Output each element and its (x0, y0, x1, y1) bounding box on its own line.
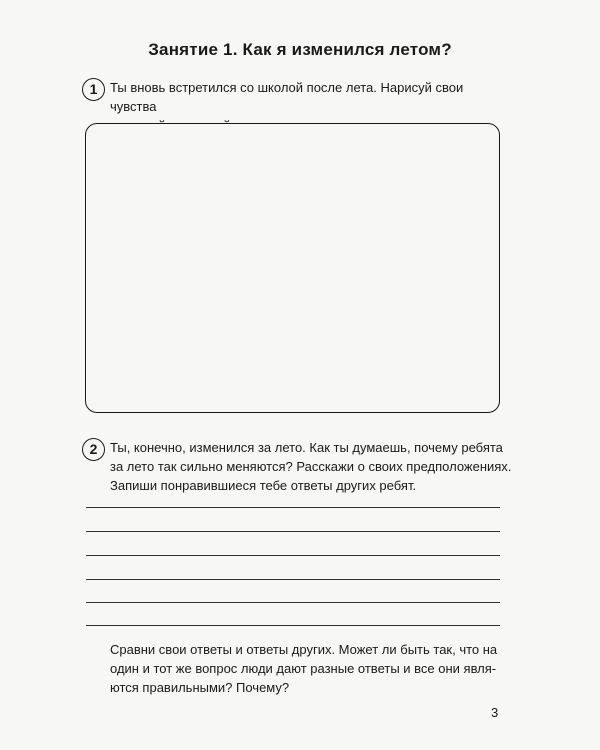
task-2 (82, 438, 512, 495)
answer-line[interactable] (86, 531, 500, 532)
answer-line[interactable] (86, 602, 500, 603)
answer-line[interactable] (86, 555, 500, 556)
answer-line[interactable] (86, 625, 500, 626)
page-number: 3 (491, 705, 499, 720)
page-title: Занятие 1. Как я изменился летом? (148, 40, 452, 59)
task-1-number-badge: 1 (82, 78, 105, 101)
task-2-number-badge: 2 (82, 438, 105, 461)
compare-question: Сравни свои ответы и ответы других. Может ли быть так, что на один и тот же вопрос люди дают разные ответы и все они явля- ются правильными? Почему? (110, 642, 498, 695)
answer-line[interactable] (86, 507, 500, 508)
drawing-area[interactable] (85, 123, 500, 413)
answer-line[interactable] (86, 579, 500, 580)
task-2-text: Ты, конечно, изменился за лето. Как ты думаешь, почему ребята за лето так сильно меняются? Расскажи о своих предположениях. Запиши понравившиеся тебе ответы других ребят. (110, 440, 512, 493)
task-1-text: Ты вновь встретился со школой после лета. Нарисуй свои чувства (110, 80, 464, 114)
